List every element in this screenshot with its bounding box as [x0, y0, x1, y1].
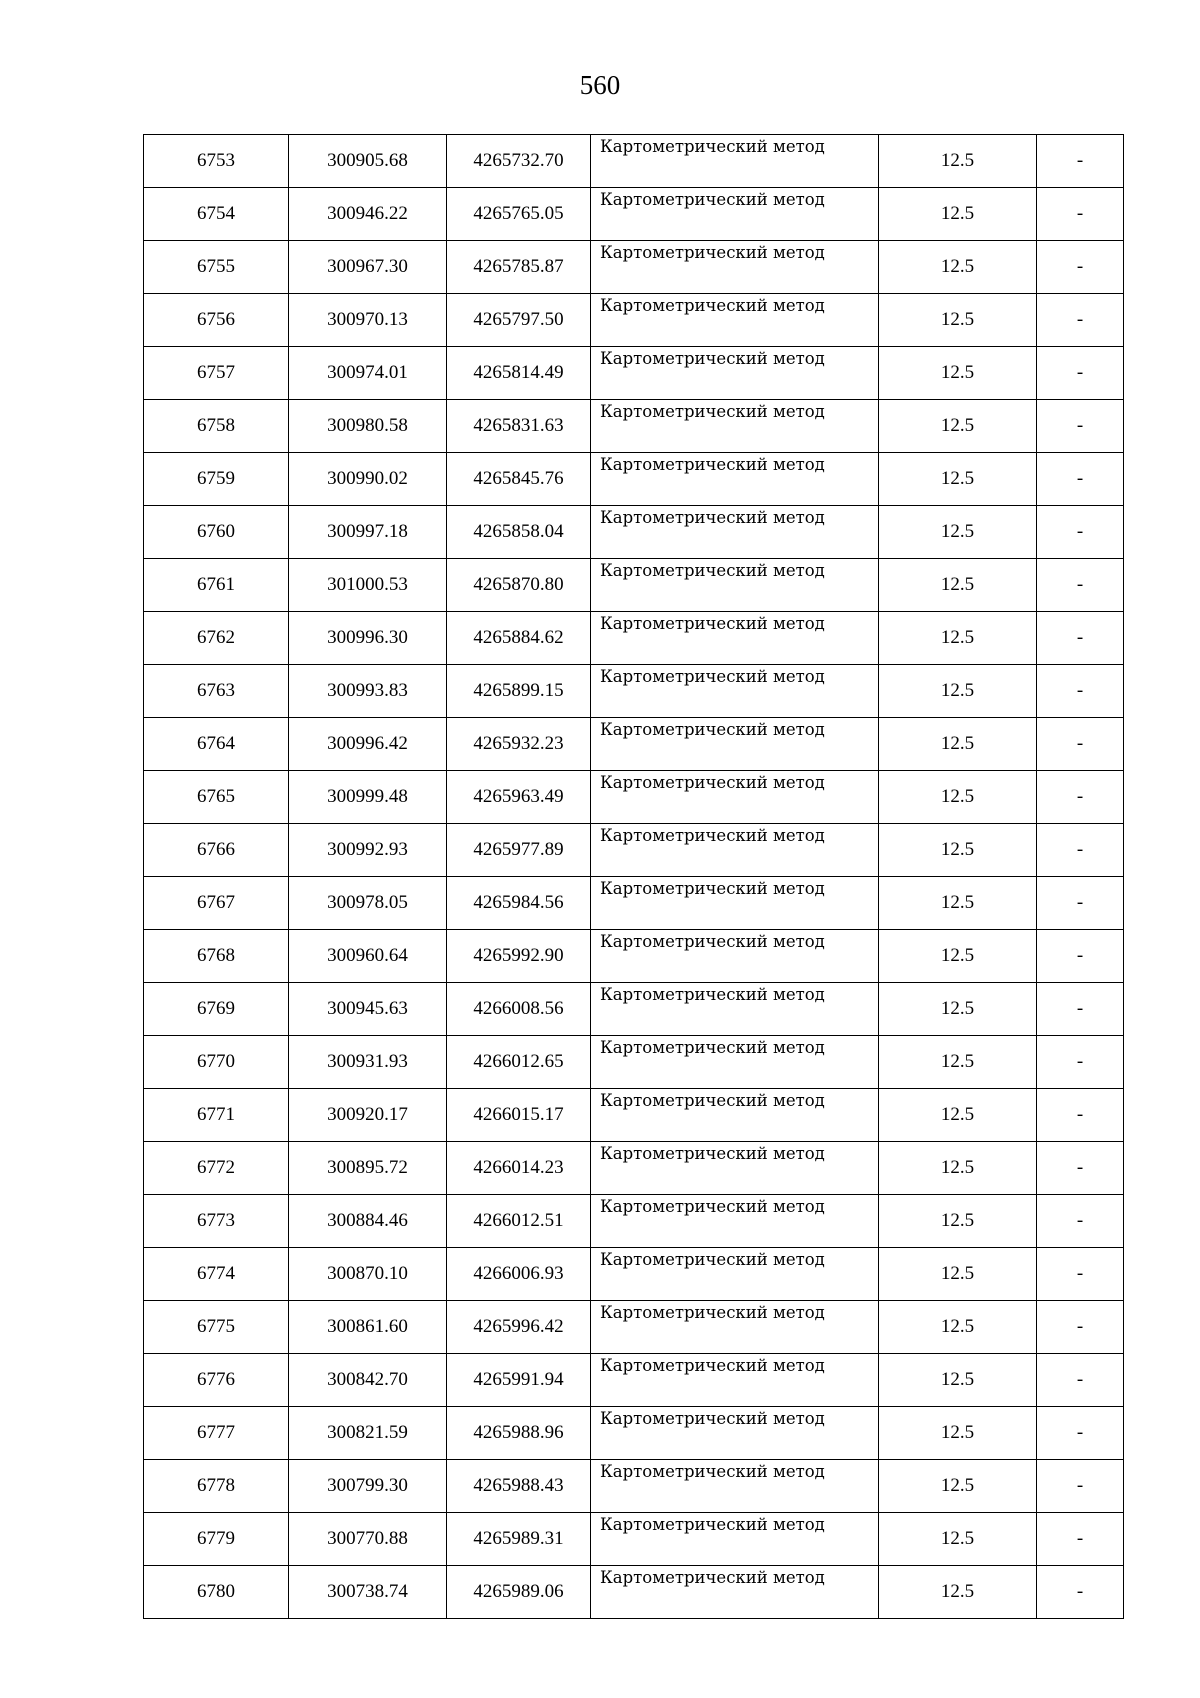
- x-coordinate-cell: 300960.64: [289, 930, 447, 983]
- accuracy-cell: 12.5: [879, 1089, 1037, 1142]
- method-cell: Картометрический метод: [591, 294, 879, 347]
- point-number-cell: 6763: [144, 665, 289, 718]
- y-coordinate-cell: 4265989.31: [447, 1513, 591, 1566]
- accuracy-cell: 12.5: [879, 983, 1037, 1036]
- point-number-cell: 6757: [144, 347, 289, 400]
- accuracy-cell: 12.5: [879, 930, 1037, 983]
- note-cell: -: [1037, 1460, 1124, 1513]
- x-coordinate-cell: 300974.01: [289, 347, 447, 400]
- point-number-cell: 6779: [144, 1513, 289, 1566]
- point-number-cell: 6758: [144, 400, 289, 453]
- note-cell: -: [1037, 1195, 1124, 1248]
- x-coordinate-cell: 300990.02: [289, 453, 447, 506]
- x-coordinate-cell: 300738.74: [289, 1566, 447, 1619]
- method-cell: Картометрический метод: [591, 347, 879, 400]
- x-coordinate-cell: 300996.30: [289, 612, 447, 665]
- note-cell: -: [1037, 1301, 1124, 1354]
- table-row: [144, 241, 1124, 294]
- accuracy-cell: 12.5: [879, 718, 1037, 771]
- y-coordinate-cell: 4265977.89: [447, 824, 591, 877]
- y-coordinate-cell: 4266012.65: [447, 1036, 591, 1089]
- y-coordinate-cell: 4265988.43: [447, 1460, 591, 1513]
- note-cell: -: [1037, 1513, 1124, 1566]
- table-row: [144, 771, 1124, 824]
- table-row: [144, 453, 1124, 506]
- method-cell: Картометрический метод: [591, 1089, 879, 1142]
- accuracy-cell: 12.5: [879, 1248, 1037, 1301]
- point-number-cell: 6760: [144, 506, 289, 559]
- accuracy-cell: 12.5: [879, 400, 1037, 453]
- point-number-cell: 6777: [144, 1407, 289, 1460]
- table-row: [144, 559, 1124, 612]
- method-cell: Картометрический метод: [591, 1460, 879, 1513]
- note-cell: -: [1037, 1142, 1124, 1195]
- table-row: [144, 1195, 1124, 1248]
- coordinates-table: [143, 134, 1124, 1619]
- point-number-cell: 6775: [144, 1301, 289, 1354]
- y-coordinate-cell: 4265814.49: [447, 347, 591, 400]
- table-row: [144, 877, 1124, 930]
- point-number-cell: 6762: [144, 612, 289, 665]
- method-cell: Картометрический метод: [591, 771, 879, 824]
- accuracy-cell: 12.5: [879, 1301, 1037, 1354]
- note-cell: -: [1037, 1354, 1124, 1407]
- note-cell: -: [1037, 983, 1124, 1036]
- table-row: [144, 347, 1124, 400]
- x-coordinate-cell: 300931.93: [289, 1036, 447, 1089]
- note-cell: -: [1037, 1566, 1124, 1619]
- x-coordinate-cell: 300842.70: [289, 1354, 447, 1407]
- accuracy-cell: 12.5: [879, 294, 1037, 347]
- x-coordinate-cell: 300861.60: [289, 1301, 447, 1354]
- x-coordinate-cell: 300992.93: [289, 824, 447, 877]
- y-coordinate-cell: 4266012.51: [447, 1195, 591, 1248]
- table-row: [144, 1407, 1124, 1460]
- x-coordinate-cell: 300999.48: [289, 771, 447, 824]
- table-row: [144, 1036, 1124, 1089]
- table-row: [144, 506, 1124, 559]
- method-cell: Картометрический метод: [591, 135, 879, 188]
- accuracy-cell: 12.5: [879, 1036, 1037, 1089]
- x-coordinate-cell: 300884.46: [289, 1195, 447, 1248]
- accuracy-cell: 12.5: [879, 347, 1037, 400]
- point-number-cell: 6753: [144, 135, 289, 188]
- point-number-cell: 6755: [144, 241, 289, 294]
- y-coordinate-cell: 4265988.96: [447, 1407, 591, 1460]
- coordinates-table-body: [144, 135, 1124, 1619]
- table-row: [144, 294, 1124, 347]
- y-coordinate-cell: 4265845.76: [447, 453, 591, 506]
- method-cell: Картометрический метод: [591, 1566, 879, 1619]
- accuracy-cell: 12.5: [879, 1195, 1037, 1248]
- accuracy-cell: 12.5: [879, 877, 1037, 930]
- method-cell: Картометрический метод: [591, 612, 879, 665]
- y-coordinate-cell: 4265963.49: [447, 771, 591, 824]
- point-number-cell: 6773: [144, 1195, 289, 1248]
- method-cell: Картометрический метод: [591, 1513, 879, 1566]
- note-cell: -: [1037, 771, 1124, 824]
- accuracy-cell: 12.5: [879, 188, 1037, 241]
- note-cell: -: [1037, 400, 1124, 453]
- note-cell: -: [1037, 294, 1124, 347]
- table-row: [144, 1513, 1124, 1566]
- method-cell: Картометрический метод: [591, 559, 879, 612]
- x-coordinate-cell: 300870.10: [289, 1248, 447, 1301]
- table-row: [144, 665, 1124, 718]
- method-cell: Картометрический метод: [591, 1407, 879, 1460]
- y-coordinate-cell: 4265992.90: [447, 930, 591, 983]
- point-number-cell: 6766: [144, 824, 289, 877]
- accuracy-cell: 12.5: [879, 506, 1037, 559]
- y-coordinate-cell: 4266006.93: [447, 1248, 591, 1301]
- point-number-cell: 6778: [144, 1460, 289, 1513]
- y-coordinate-cell: 4265785.87: [447, 241, 591, 294]
- table-row: [144, 135, 1124, 188]
- y-coordinate-cell: 4266014.23: [447, 1142, 591, 1195]
- point-number-cell: 6759: [144, 453, 289, 506]
- x-coordinate-cell: 300967.30: [289, 241, 447, 294]
- note-cell: -: [1037, 188, 1124, 241]
- x-coordinate-cell: 300980.58: [289, 400, 447, 453]
- accuracy-cell: 12.5: [879, 1407, 1037, 1460]
- y-coordinate-cell: 4266008.56: [447, 983, 591, 1036]
- method-cell: Картометрический метод: [591, 877, 879, 930]
- x-coordinate-cell: 300978.05: [289, 877, 447, 930]
- x-coordinate-cell: 300895.72: [289, 1142, 447, 1195]
- accuracy-cell: 12.5: [879, 559, 1037, 612]
- y-coordinate-cell: 4265932.23: [447, 718, 591, 771]
- accuracy-cell: 12.5: [879, 612, 1037, 665]
- point-number-cell: 6765: [144, 771, 289, 824]
- y-coordinate-cell: 4265991.94: [447, 1354, 591, 1407]
- x-coordinate-cell: 300997.18: [289, 506, 447, 559]
- x-coordinate-cell: 300905.68: [289, 135, 447, 188]
- note-cell: -: [1037, 718, 1124, 771]
- point-number-cell: 6774: [144, 1248, 289, 1301]
- method-cell: Картометрический метод: [591, 665, 879, 718]
- point-number-cell: 6770: [144, 1036, 289, 1089]
- accuracy-cell: 12.5: [879, 1513, 1037, 1566]
- y-coordinate-cell: 4265989.06: [447, 1566, 591, 1619]
- x-coordinate-cell: 300920.17: [289, 1089, 447, 1142]
- note-cell: -: [1037, 824, 1124, 877]
- note-cell: -: [1037, 877, 1124, 930]
- point-number-cell: 6776: [144, 1354, 289, 1407]
- y-coordinate-cell: 4266015.17: [447, 1089, 591, 1142]
- table-row: [144, 983, 1124, 1036]
- method-cell: Картометрический метод: [591, 1142, 879, 1195]
- table-row: [144, 1301, 1124, 1354]
- point-number-cell: 6780: [144, 1566, 289, 1619]
- point-number-cell: 6768: [144, 930, 289, 983]
- accuracy-cell: 12.5: [879, 1354, 1037, 1407]
- table-row: [144, 1460, 1124, 1513]
- note-cell: -: [1037, 1248, 1124, 1301]
- point-number-cell: 6764: [144, 718, 289, 771]
- method-cell: Картометрический метод: [591, 188, 879, 241]
- accuracy-cell: 12.5: [879, 135, 1037, 188]
- accuracy-cell: 12.5: [879, 1142, 1037, 1195]
- method-cell: Картометрический метод: [591, 983, 879, 1036]
- accuracy-cell: 12.5: [879, 665, 1037, 718]
- table-row: [144, 824, 1124, 877]
- y-coordinate-cell: 4265996.42: [447, 1301, 591, 1354]
- accuracy-cell: 12.5: [879, 824, 1037, 877]
- accuracy-cell: 12.5: [879, 241, 1037, 294]
- x-coordinate-cell: 301000.53: [289, 559, 447, 612]
- x-coordinate-cell: 300993.83: [289, 665, 447, 718]
- page-number: 560: [579, 70, 621, 100]
- note-cell: -: [1037, 1036, 1124, 1089]
- y-coordinate-cell: 4265870.80: [447, 559, 591, 612]
- note-cell: -: [1037, 559, 1124, 612]
- method-cell: Картометрический метод: [591, 453, 879, 506]
- table-row: [144, 400, 1124, 453]
- x-coordinate-cell: 300799.30: [289, 1460, 447, 1513]
- method-cell: Картометрический метод: [591, 400, 879, 453]
- method-cell: Картометрический метод: [591, 930, 879, 983]
- point-number-cell: 6769: [144, 983, 289, 1036]
- table-row: [144, 1566, 1124, 1619]
- y-coordinate-cell: 4265797.50: [447, 294, 591, 347]
- method-cell: Картометрический метод: [591, 1036, 879, 1089]
- y-coordinate-cell: 4265984.56: [447, 877, 591, 930]
- table-row: [144, 612, 1124, 665]
- accuracy-cell: 12.5: [879, 771, 1037, 824]
- x-coordinate-cell: 300945.63: [289, 983, 447, 1036]
- method-cell: Картометрический метод: [591, 1354, 879, 1407]
- method-cell: Картометрический метод: [591, 506, 879, 559]
- note-cell: -: [1037, 506, 1124, 559]
- x-coordinate-cell: 300770.88: [289, 1513, 447, 1566]
- note-cell: -: [1037, 1089, 1124, 1142]
- y-coordinate-cell: 4265899.15: [447, 665, 591, 718]
- table-row: [144, 718, 1124, 771]
- table-row: [144, 930, 1124, 983]
- method-cell: Картометрический метод: [591, 241, 879, 294]
- table-row: [144, 1142, 1124, 1195]
- note-cell: -: [1037, 665, 1124, 718]
- x-coordinate-cell: 300821.59: [289, 1407, 447, 1460]
- note-cell: -: [1037, 1407, 1124, 1460]
- y-coordinate-cell: 4265831.63: [447, 400, 591, 453]
- point-number-cell: 6767: [144, 877, 289, 930]
- y-coordinate-cell: 4265732.70: [447, 135, 591, 188]
- accuracy-cell: 12.5: [879, 1460, 1037, 1513]
- table-row: [144, 1248, 1124, 1301]
- note-cell: -: [1037, 612, 1124, 665]
- note-cell: -: [1037, 241, 1124, 294]
- method-cell: Картометрический метод: [591, 718, 879, 771]
- y-coordinate-cell: 4265858.04: [447, 506, 591, 559]
- method-cell: Картометрический метод: [591, 1301, 879, 1354]
- point-number-cell: 6761: [144, 559, 289, 612]
- method-cell: Картометрический метод: [591, 824, 879, 877]
- x-coordinate-cell: 300996.42: [289, 718, 447, 771]
- point-number-cell: 6754: [144, 188, 289, 241]
- note-cell: -: [1037, 347, 1124, 400]
- note-cell: -: [1037, 135, 1124, 188]
- note-cell: -: [1037, 453, 1124, 506]
- y-coordinate-cell: 4265765.05: [447, 188, 591, 241]
- x-coordinate-cell: 300946.22: [289, 188, 447, 241]
- table-row: [144, 1354, 1124, 1407]
- method-cell: Картометрический метод: [591, 1248, 879, 1301]
- accuracy-cell: 12.5: [879, 453, 1037, 506]
- method-cell: Картометрический метод: [591, 1195, 879, 1248]
- table-row: [144, 1089, 1124, 1142]
- point-number-cell: 6772: [144, 1142, 289, 1195]
- x-coordinate-cell: 300970.13: [289, 294, 447, 347]
- accuracy-cell: 12.5: [879, 1566, 1037, 1619]
- note-cell: -: [1037, 930, 1124, 983]
- point-number-cell: 6771: [144, 1089, 289, 1142]
- table-row: [144, 188, 1124, 241]
- y-coordinate-cell: 4265884.62: [447, 612, 591, 665]
- point-number-cell: 6756: [144, 294, 289, 347]
